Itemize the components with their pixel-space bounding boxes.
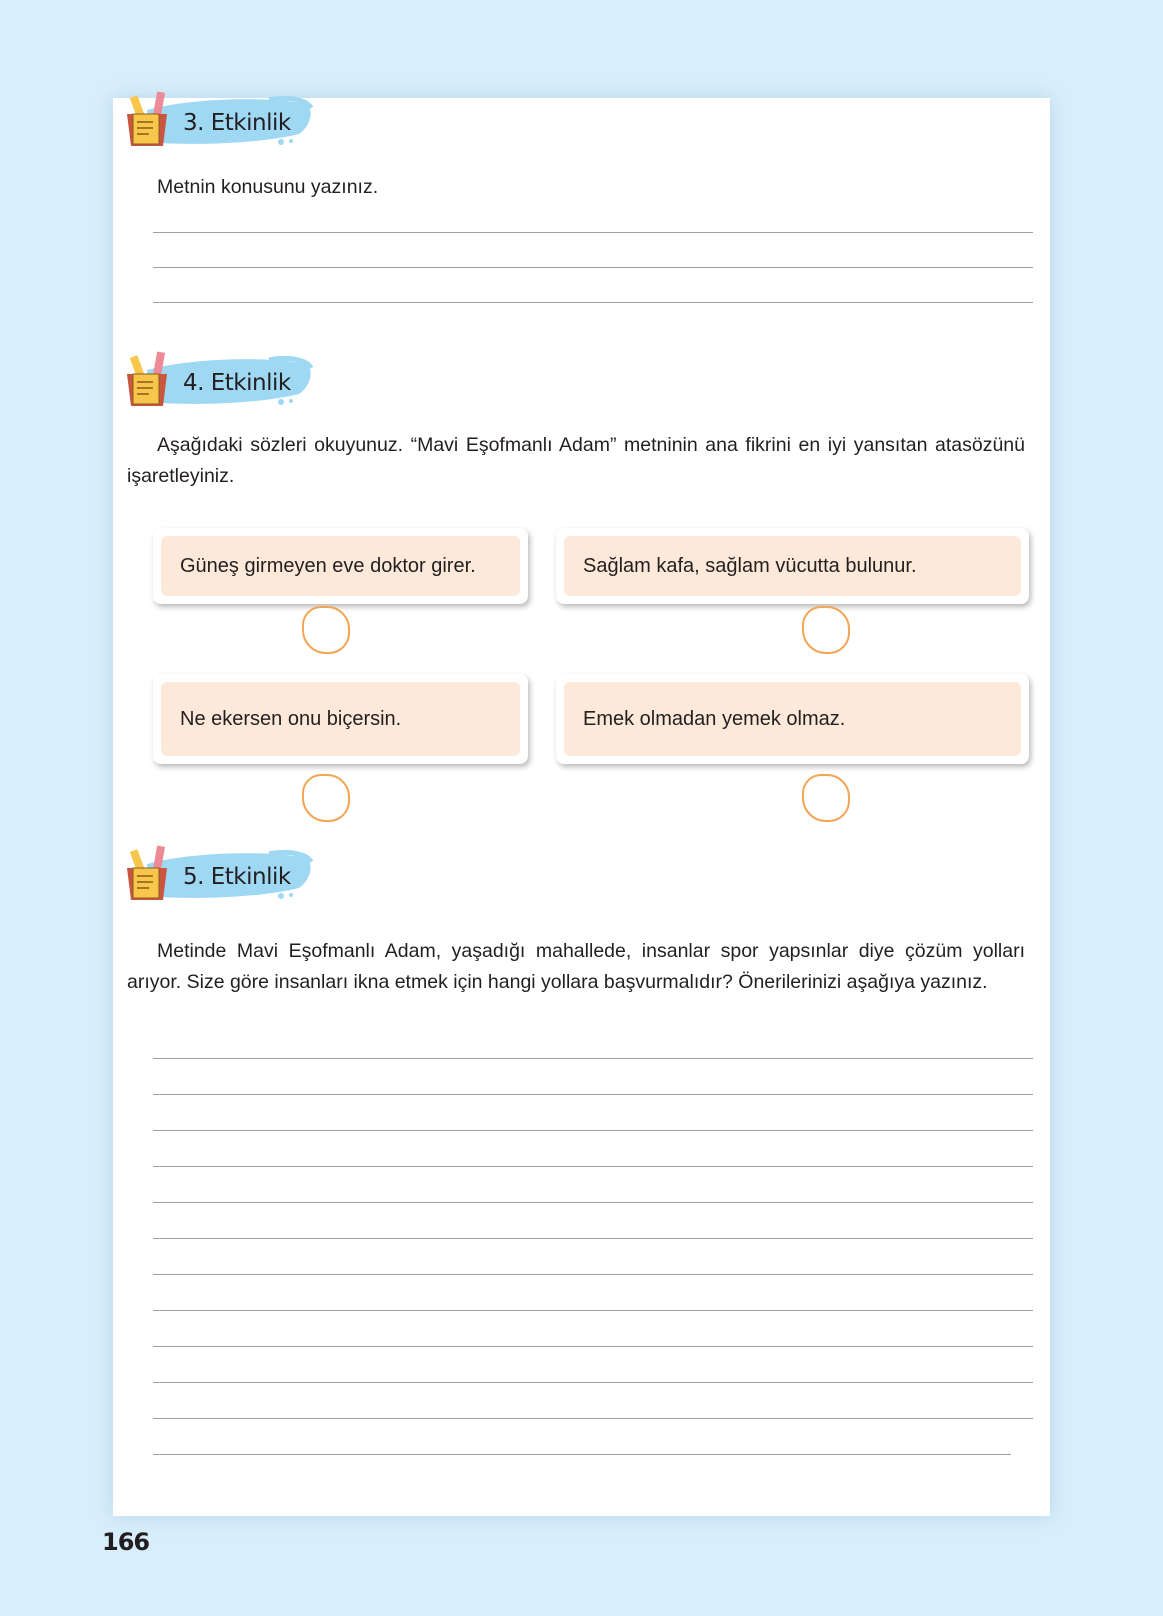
option-1-checkbox[interactable] [302, 606, 350, 654]
activity-3-title: 3. Etkinlik [183, 110, 291, 136]
answer-line[interactable] [153, 1454, 1011, 1455]
activity-4-instruction: Aşağıdaki sözleri okuyunuz. “Mavi Eşofmanlı Adam” metninin ana fikrini en iyi yansıtan atasözünü işaretleyiniz. [127, 434, 1025, 487]
answer-line[interactable] [153, 1130, 1033, 1131]
answer-line[interactable] [153, 1238, 1033, 1239]
option-card-1 [153, 528, 528, 604]
answer-line[interactable] [153, 1382, 1033, 1383]
option-2-checkbox[interactable] [802, 606, 850, 654]
answer-line[interactable] [153, 302, 1033, 303]
answer-line[interactable] [153, 1094, 1033, 1095]
answer-line[interactable] [153, 1418, 1033, 1419]
activity-3-badge [119, 88, 319, 154]
answer-line[interactable] [153, 267, 1033, 268]
option-text: Emek olmadan yemek olmaz. [564, 682, 1021, 756]
answer-line[interactable] [153, 1346, 1033, 1347]
answer-line[interactable] [153, 1274, 1033, 1275]
worksheet-page [113, 98, 1050, 1516]
option-text: Ne ekersen onu biçersin. [161, 682, 520, 756]
activity-5-title: 5. Etkinlik [183, 864, 291, 890]
activity-5-instruction: Metinde Mavi Eşofmanlı Adam, yaşadığı mahallede, insanlar spor yapsınlar diye çözüm yolları arıyor. Size göre insanları ikna etmek için hangi yollara başvurmalıdır? Önerilerinizi aşağıya yazınız. [127, 940, 1025, 993]
option-4-checkbox[interactable] [802, 774, 850, 822]
option-card-3 [153, 674, 528, 764]
option-text: Güneş girmeyen eve doktor girer. [161, 536, 520, 596]
activity-4-badge [119, 348, 319, 414]
option-card-2 [556, 528, 1029, 604]
option-card-4 [556, 674, 1029, 764]
answer-line[interactable] [153, 1058, 1033, 1059]
option-text: Sağlam kafa, sağlam vücutta bulunur. [564, 536, 1021, 596]
page-number: 166 [102, 1528, 150, 1556]
activity-3-instruction: Metnin konusunu yazınız. [157, 176, 379, 198]
answer-line[interactable] [153, 232, 1033, 233]
activity-4-title: 4. Etkinlik [183, 370, 291, 396]
option-3-checkbox[interactable] [302, 774, 350, 822]
answer-line[interactable] [153, 1202, 1033, 1203]
activity-5-badge [119, 842, 319, 908]
answer-line[interactable] [153, 1166, 1033, 1167]
answer-line[interactable] [153, 1310, 1033, 1311]
